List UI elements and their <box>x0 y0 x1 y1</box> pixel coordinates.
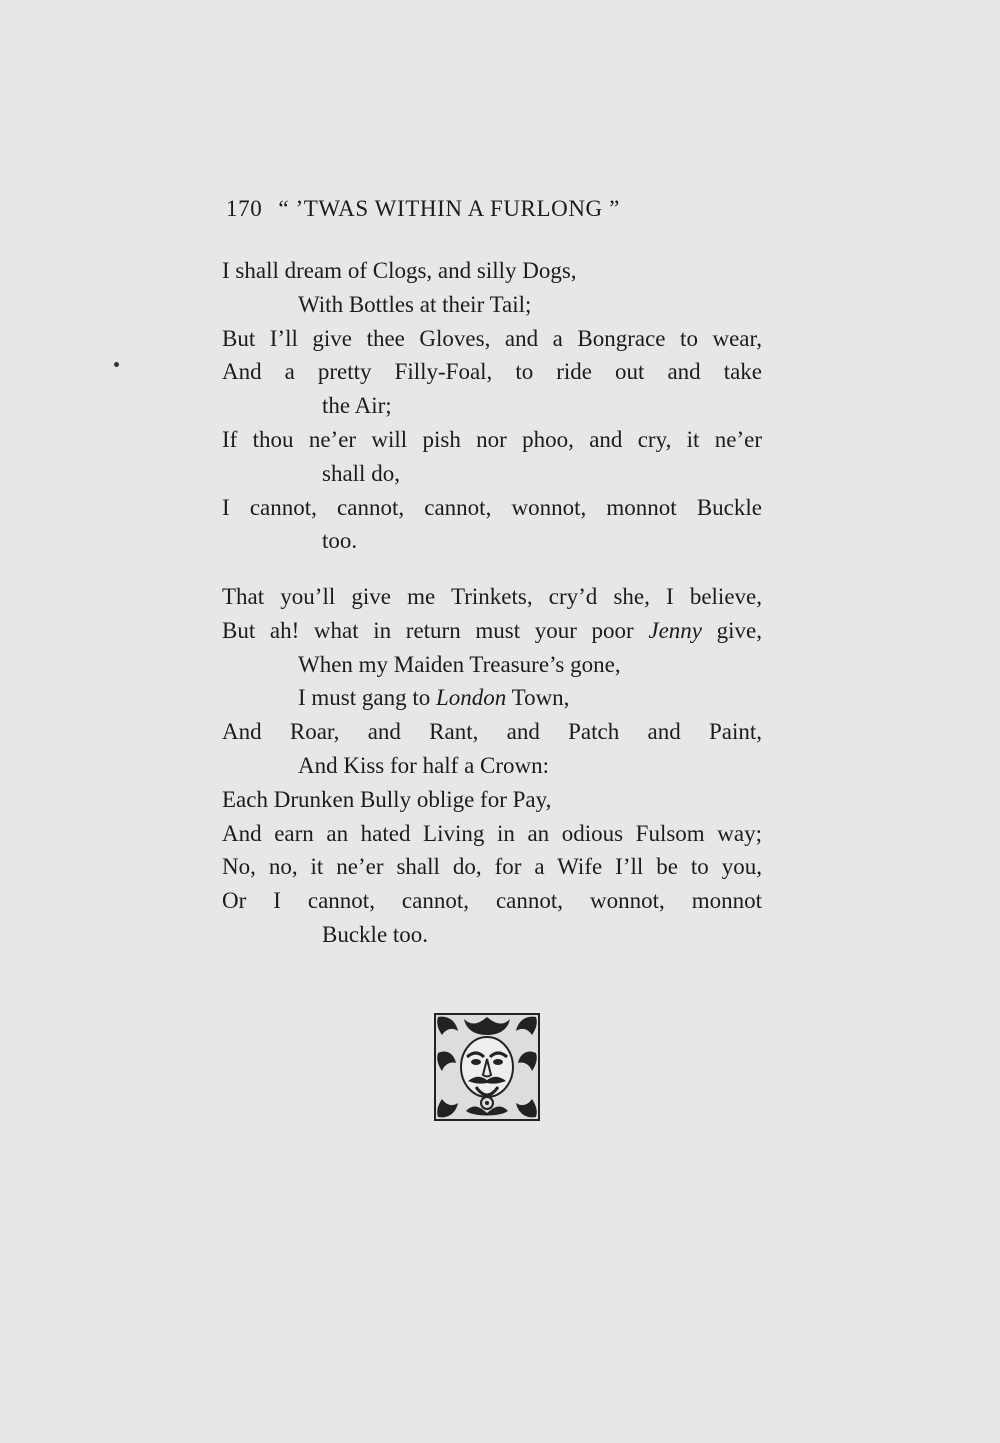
italic-place: London <box>436 685 507 711</box>
green-man-face-ornament-icon <box>434 1013 540 1121</box>
poem-text: But ah! what in return must your poor <box>222 617 649 643</box>
poem-line: And Roar, and Rant, and Patch and Paint, <box>222 719 762 745</box>
poem-line: Each Drunken Bully oblige for Pay, <box>222 786 552 812</box>
poem-line: When my Maiden Treasure’s gone, <box>298 651 621 677</box>
poem-line: shall do, <box>322 460 400 486</box>
poem-text: I must gang to <box>298 685 436 711</box>
poem-line: But I’ll give thee Gloves, and a Bongrace to wear, <box>222 325 762 351</box>
italic-name: Jenny <box>648 617 702 643</box>
poem-line: Or I cannot, cannot, cannot, wonnot, monnot <box>222 888 762 914</box>
poem-line: That you’ll give me Trinkets, cry’d she, I believe, <box>222 584 762 609</box>
poem-line: And a pretty Filly-Foal, to ride out and take <box>222 359 762 385</box>
poem-line <box>222 681 762 715</box>
poem-line: I shall dream of Clogs, and silly Dogs, <box>222 258 577 283</box>
poem-line: I cannot, cannot, cannot, wonnot, monnot Buckle <box>222 494 762 520</box>
stanza-2 <box>222 580 762 952</box>
ink-speck <box>114 362 119 367</box>
poem-text: Town, <box>506 685 570 711</box>
poem-line: And Kiss for half a Crown: <box>298 752 550 778</box>
running-header <box>226 196 766 222</box>
poem-line: the Air; <box>322 393 392 419</box>
poem-line: Buckle too. <box>322 921 429 947</box>
poem-line: With Bottles at their Tail; <box>298 291 532 317</box>
poem-line: No, no, it ne’er shall do, for a Wife I’ll be to you, <box>222 854 762 880</box>
stanza-1 <box>222 254 762 558</box>
poem-line <box>222 614 762 648</box>
page-number: 170 <box>226 196 263 221</box>
poem-text: give, <box>702 617 762 643</box>
poem-line: If thou ne’er will pish nor phoo, and cry, it ne’er <box>222 426 762 452</box>
running-title: “ ’TWAS WITHIN A FURLONG ” <box>278 196 620 221</box>
poem-line: too. <box>322 528 358 554</box>
poem-line: And earn an hated Living in an odious Fulsom way; <box>222 820 762 846</box>
